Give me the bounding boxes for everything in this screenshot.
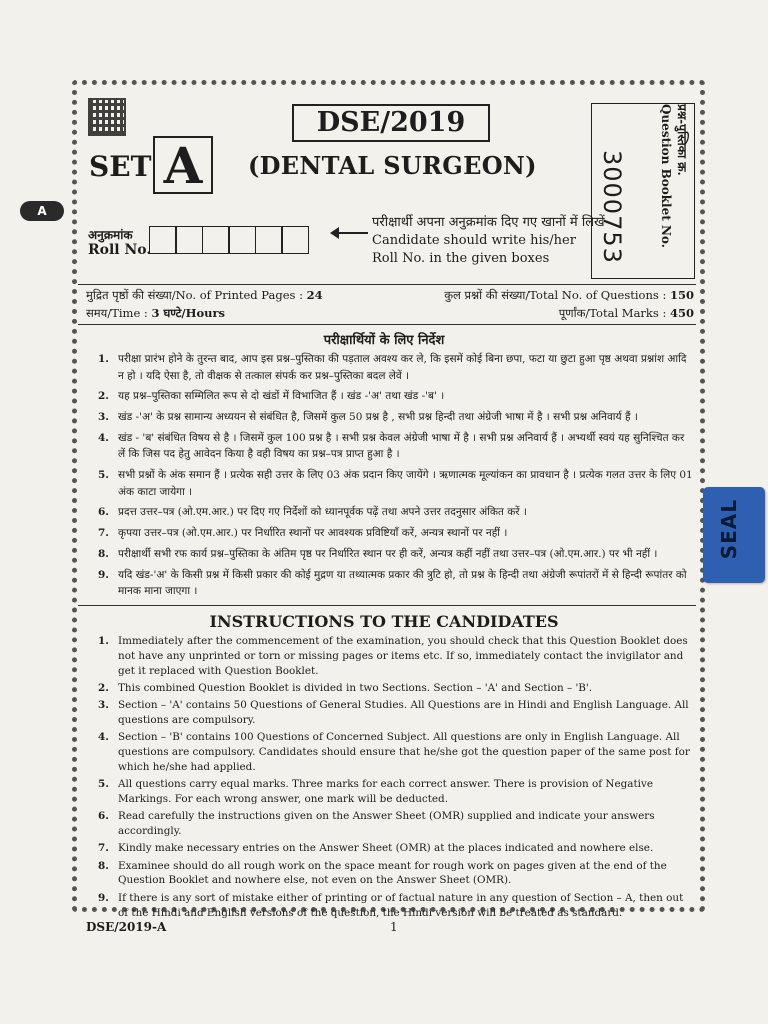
list-item — [98, 525, 694, 542]
footer-code: DSE/2019-A — [86, 920, 167, 934]
item-number: 4. — [98, 431, 109, 444]
roll-box[interactable] — [149, 226, 177, 254]
list-item — [98, 351, 694, 384]
total-marks-label: पूर्णांक/Total Marks : — [558, 306, 670, 320]
list-item — [98, 430, 694, 463]
list-item — [98, 467, 694, 500]
item-number: 9. — [98, 568, 109, 581]
item-number: 6. — [98, 506, 109, 519]
item-number: 7. — [98, 527, 109, 540]
time-label: समय/Time : — [86, 306, 152, 320]
time-value: 3 घण्टे/Hours — [151, 306, 226, 320]
set-label: SET — [89, 150, 152, 183]
seal-label: SEAL — [717, 499, 741, 560]
item-text: Examinee should do all rough work on the space meant for rough work on pages given at the end of the Question Booklet and nowhere else, not even on the Answer Sheet (OMR). — [118, 859, 667, 887]
divider — [78, 324, 696, 325]
roll-box[interactable] — [175, 226, 203, 254]
side-set-tab: A — [20, 201, 64, 221]
set-letter-box: A — [153, 136, 213, 194]
divider — [78, 284, 696, 285]
list-item — [98, 859, 694, 889]
roll-label-english: Roll No. — [88, 242, 152, 258]
item-number: 1. — [98, 353, 109, 365]
list-item — [98, 891, 694, 921]
roll-box[interactable] — [255, 226, 283, 254]
roll-label-hindi: अनुक्रमांक — [88, 228, 133, 242]
total-questions — [444, 288, 694, 303]
item-number: 5. — [98, 778, 109, 791]
roll-instruction-hindi: परीक्षार्थी अपना अनुक्रमांक दिए गए खानों में लिखें — [372, 215, 605, 230]
list-item — [98, 809, 694, 839]
item-text: Section – 'A' contains 50 Questions of General Studies. All Questions are in Hindi and English Language. All questions are compulsory. — [118, 699, 689, 726]
item-number: 3. — [98, 411, 109, 424]
item-number: 2. — [98, 681, 109, 694]
hindi-instructions-list — [98, 351, 694, 604]
item-text: परीक्षार्थी सभी रफ कार्य प्रश्न–पुस्तिका के अंतिम पृष्ठ पर निर्धारित स्थान पर ही करें, अन्यत्र कहीं नहीं तथा उत्तर–पत्र (ओ.एम.आर.) पर भी नहीं । — [118, 548, 658, 561]
item-number: 4. — [98, 731, 109, 744]
item-text: यदि खंड-'अ' के किसी प्रश्न में किसी प्रकार की कोई मुद्रण या तथ्यात्मक प्रकार की त्रुटि हो, तो प्रश्न के हिन्दी तथा अंग्रेजी रूपांतरों में से हिन्दी रूपांतर को मानक माना जाएगा । — [118, 568, 687, 598]
item-number: 3. — [98, 699, 109, 712]
roll-box[interactable] — [281, 226, 309, 254]
roll-number-boxes — [150, 226, 309, 254]
item-text: Section – 'B' contains 100 Questions of Concerned Subject. All questions are only in English Language. All questions are compulsory. Candidates should ensure that he/she got the question paper of the same post for which he/she had applied. — [118, 731, 690, 773]
english-instructions-heading: INSTRUCTIONS TO THE CANDIDATES — [209, 612, 559, 631]
subject-title: (DENTAL SURGEON) — [248, 151, 537, 180]
list-item — [98, 634, 694, 678]
english-instructions-list — [98, 634, 694, 923]
left-arrow-icon — [332, 232, 368, 234]
total-questions-label: कुल प्रश्नों की संख्या/Total No. of Questions : — [444, 288, 670, 302]
list-item — [98, 777, 694, 807]
item-text: This combined Question Booklet is divided in two Sections. Section – 'A' and Section – 'B'. — [118, 681, 593, 694]
item-number: 5. — [98, 469, 109, 482]
total-marks-value: 450 — [669, 306, 694, 320]
total-questions-value: 150 — [669, 288, 694, 302]
item-number: 1. — [98, 635, 109, 647]
seal-sticker — [703, 487, 765, 583]
item-text: खंड - 'ब' संबंधित विषय से है । जिसमें कुल 100 प्रश्न है । सभी प्रश्न केवल अंग्रेजी भाषा में है । सभी प्रश्न अनिवार्य हैं । अभ्यर्थी स्वयं यह सुनिश्चित कर लें कि जिस पद हेतु आवेदन किया है वही विषय का प्रश्न–पत्र प्राप्त हुआ है । — [118, 431, 685, 461]
roll-box[interactable] — [202, 226, 230, 254]
item-number: 8. — [98, 859, 109, 872]
item-text: If there is any sort of mistake either of printing or of factual nature in any question of Section – A, then out of the Hindi and English versions of the question, the Hindi version will be treated as standard. — [118, 891, 684, 919]
roll-box[interactable] — [228, 226, 256, 254]
item-text: Kindly make necessary entries on the Answer Sheet (OMR) at the places indicated and nowhere else. — [118, 842, 654, 855]
list-item — [98, 567, 694, 600]
divider — [78, 605, 696, 606]
list-item — [98, 409, 694, 426]
item-text: खंड -'अ' के प्रश्न सामान्य अध्ययन से संबंधित है, जिसमें कुल 50 प्रश्न है , सभी प्रश्न हिन्दी तथा अंग्रेजी भाषा में है । सभी प्रश्न अनिवार्य हैं । — [118, 411, 638, 424]
list-item — [98, 698, 694, 728]
total-marks — [559, 306, 694, 321]
list-item — [98, 388, 694, 405]
list-item — [98, 730, 694, 774]
roll-instruction — [372, 214, 605, 268]
hindi-instructions-heading: परीक्षार्थियों के लिए निर्देश — [323, 333, 445, 348]
item-number: 6. — [98, 810, 109, 823]
roll-instruction-english-2: Roll No. in the given boxes — [372, 251, 550, 266]
exam-code-box: DSE/2019 — [292, 104, 490, 142]
qr-code-icon — [88, 98, 126, 136]
item-text: परीक्षा प्रारंभ होने के तुरन्त बाद, आप इस प्रश्न–पुस्तिका की पड़ताल अवश्य कर ले, कि इसमें कोई बिना छपा, फटा या छुटा हुआ पृष्ठ अथवा प्रश्नांश आदि न हो । यदि ऐसा है, तो वीक्षक से तत्काल संपर्क कर प्रश्न–पुस्तिका बदल लेवें । — [118, 353, 687, 382]
booklet-number: 3000753 — [598, 150, 626, 264]
printed-pages — [86, 288, 323, 303]
item-text: यह प्रश्न–पुस्तिका सम्मिलित रूप से दो खंडों में विभाजित हैं । खंड -'अ' तथा खंड -'ब' । — [118, 390, 445, 403]
item-number: 2. — [98, 390, 109, 403]
time — [86, 306, 225, 321]
item-text: Read carefully the instructions given on the Answer Sheet (OMR) supplied and indicate your answers accordingly. — [118, 810, 655, 838]
list-item — [98, 681, 694, 696]
printed-pages-label: मुद्रित पृष्ठों की संख्या/No. of Printed Pages : — [86, 288, 307, 302]
item-number: 8. — [98, 548, 109, 561]
list-item — [98, 504, 694, 521]
item-text: प्रदत्त उत्तर–पत्र (ओ.एम.आर.) पर दिए गए निर्देशों को ध्यानपूर्वक पढ़ें तथा अपने उत्तर तदनुसार अंकित करें । — [118, 506, 527, 519]
item-number: 7. — [98, 842, 109, 855]
roll-instruction-english-1: Candidate should write his/her — [372, 233, 576, 248]
booklet-label-english: Question Booklet No. — [659, 104, 673, 248]
item-text: कृपया उत्तर–पत्र (ओ.एम.आर.) पर निर्धारित स्थानों पर आवश्यक प्रविष्टियाँ करें, अन्यत्र स्थानों पर नहीं । — [118, 527, 508, 540]
printed-pages-value: 24 — [306, 288, 323, 302]
booklet-label-hindi: प्रश्न-पुस्तिका क्र. — [675, 104, 689, 176]
page-number: 1 — [390, 920, 398, 934]
item-text: All questions carry equal marks. Three marks for each correct answer. There is provision of Negative Markings. For each wrong answer, one mark will be deducted. — [118, 778, 653, 805]
item-text: सभी प्रश्नों के अंक समान हैं । प्रत्येक सही उत्तर के लिए 03 अंक प्रदान किए जायेंगे । ऋणात्मक मूल्यांकन का प्रावधान है । प्रत्येक गलत उत्तर के लिए 01 अंक काटा जायेगा । — [118, 469, 693, 498]
item-text: Immediately after the commencement of the examination, you should check that this Question Booklet does not have any unprinted or torn or missing pages or items etc. If so, immediately contact the invigilator and get it replaced with Question Booklet. — [118, 635, 688, 677]
item-number: 9. — [98, 891, 109, 904]
list-item — [98, 546, 694, 563]
list-item — [98, 841, 694, 856]
